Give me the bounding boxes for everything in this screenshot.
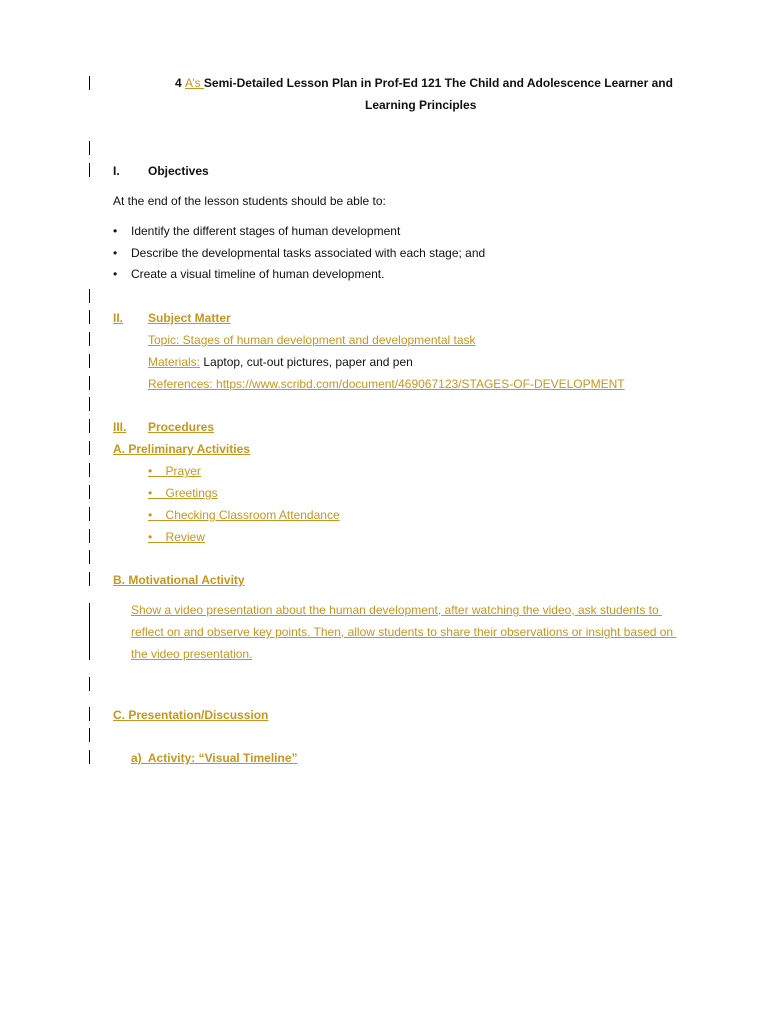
- change-bar: [89, 397, 90, 411]
- change-bar: [89, 728, 90, 742]
- objective-item: Create a visual timeline of human development.: [131, 267, 385, 281]
- objective-item: Identify the different stages of human development: [131, 224, 401, 238]
- change-bar: [89, 463, 90, 477]
- change-bar: [89, 603, 90, 660]
- document-title: [175, 76, 673, 90]
- change-bar: [89, 376, 90, 390]
- title-text: Semi-Detailed Lesson Plan in Prof-Ed 121 The Child and Adolescence Learner and: [203, 76, 673, 90]
- materials-line: [148, 355, 413, 369]
- title-prefix: 4: [175, 76, 186, 90]
- title-inserted-text: A’s: [185, 76, 204, 90]
- change-bar: [89, 289, 90, 303]
- change-bar: [89, 419, 90, 433]
- preliminary-item: • Prayer: [148, 464, 201, 478]
- change-bar: [89, 354, 90, 368]
- bullet-icon: •: [113, 246, 118, 260]
- document-title-line-2: Learning Principles: [365, 98, 477, 112]
- change-bar: [89, 529, 90, 543]
- topic-line: Topic: Stages of human development and developmental task: [148, 333, 476, 347]
- change-bar: [89, 750, 90, 764]
- section-numeral: III.: [113, 420, 127, 434]
- change-bar: [89, 141, 90, 155]
- section-numeral: II.: [113, 311, 124, 325]
- presentation-discussion-heading: C. Presentation/Discussion: [113, 708, 269, 722]
- objectives-intro: At the end of the lesson students should be able to:: [113, 194, 386, 208]
- preliminary-item: • Greetings: [148, 486, 218, 500]
- change-bar: [89, 441, 90, 455]
- activity-visual-timeline-heading: a) Activity: “Visual Timeline”: [131, 751, 298, 765]
- motivational-paragraph-line: Show a video presentation about the human development, after watching the video, ask students to: [131, 603, 663, 617]
- change-bar: [89, 550, 90, 564]
- bullet-icon: •: [113, 224, 118, 238]
- change-bar: [89, 485, 90, 499]
- materials-label: Materials:: [148, 355, 201, 369]
- motivational-paragraph-line: the video presentation.: [131, 647, 253, 661]
- change-bar: [89, 76, 90, 90]
- subject-matter-heading: Subject Matter: [148, 311, 231, 325]
- change-bar: [89, 332, 90, 346]
- change-bar: [89, 677, 90, 691]
- materials-value: Laptop, cut-out pictures, paper and pen: [200, 355, 413, 369]
- change-bar: [89, 507, 90, 521]
- change-bar: [89, 310, 90, 324]
- references-link[interactable]: References: https://www.scribd.com/document/469067123/STAGES-OF-DEVELOPMENT: [148, 377, 625, 391]
- bullet-icon: •: [113, 267, 118, 281]
- change-bar: [89, 707, 90, 721]
- procedures-heading: Procedures: [148, 420, 215, 434]
- change-bar: [89, 163, 90, 177]
- preliminary-item: • Review: [148, 530, 205, 544]
- preliminary-item: • Checking Classroom Attendance: [148, 508, 340, 522]
- change-bar: [89, 572, 90, 586]
- motivational-paragraph-line: reflect on and observe key points. Then, allow students to share their observations or insight based on: [131, 625, 677, 639]
- motivational-activity-heading: B. Motivational Activity: [113, 573, 245, 587]
- objectives-heading: Objectives: [148, 164, 209, 178]
- section-numeral: I.: [113, 164, 120, 178]
- objective-item: Describe the developmental tasks associated with each stage; and: [131, 246, 486, 260]
- preliminary-activities-heading: A. Preliminary Activities: [113, 442, 250, 456]
